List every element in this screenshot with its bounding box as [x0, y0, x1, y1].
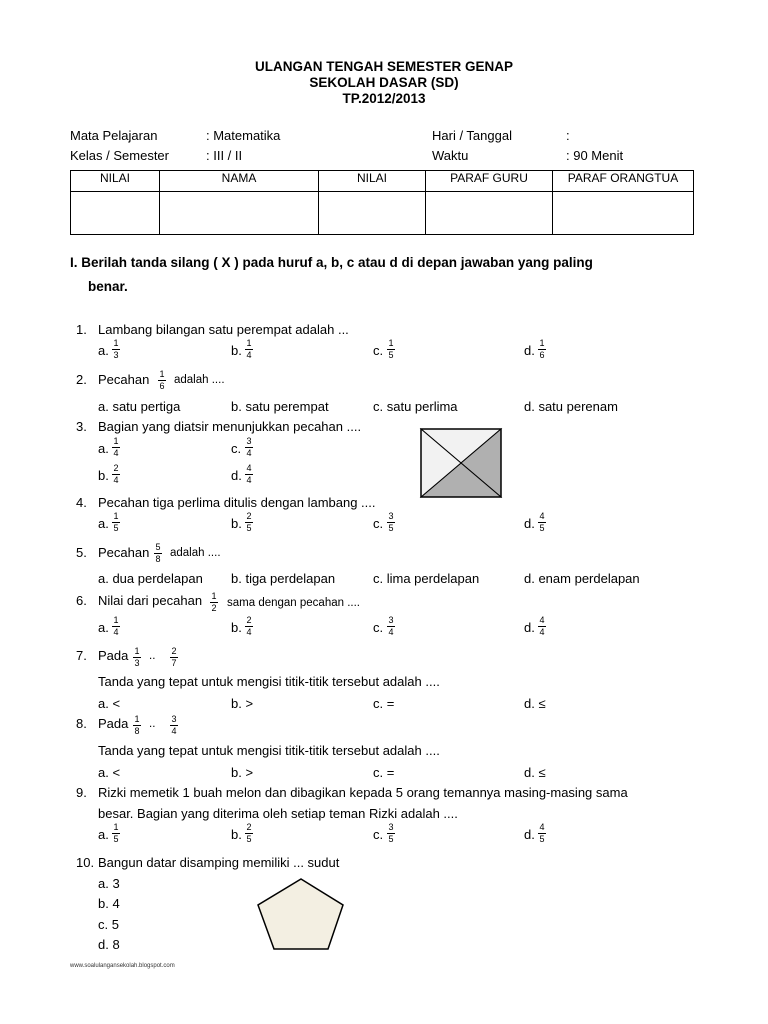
q2-option-d: d. satu perenam: [524, 399, 618, 414]
q2-text-pre: Pecahan: [98, 372, 150, 387]
q9-option-d-fraction: 4 5: [539, 822, 545, 844]
header-paraf-guru: PARAF GURU: [426, 171, 553, 192]
q1-option-d-label: d.: [524, 343, 535, 358]
q4-option-c-label: c.: [373, 516, 384, 531]
time-label: Waktu: [432, 148, 469, 163]
q6-option-c-fraction: 3 4: [388, 615, 394, 637]
q1-option-b-fraction: 1 4: [246, 338, 252, 360]
q9-text: Rizki memetik 1 buah melon dan dibagikan kepada 5 orang temannya masing-masing sama: [98, 785, 628, 800]
q5-number: 5.: [76, 545, 87, 560]
q6-option-b-fraction: 2 4: [246, 615, 252, 637]
q3-option-b-label: b.: [98, 468, 109, 483]
q9-option-c-fraction: 3 5: [388, 822, 394, 844]
q8-fraction-left: 1 8: [134, 714, 140, 736]
q3-option-c-fraction: 3 4: [246, 436, 252, 458]
q7-option-a: a. <: [98, 696, 121, 711]
q3-option-d-fraction: 4 4: [246, 463, 252, 485]
q4-option-a-fraction: 1 5: [113, 511, 119, 533]
q7-fraction-right: 2 7: [171, 646, 177, 668]
q10-option-c: c. 5: [98, 917, 119, 932]
q4-option-b-fraction: 2 5: [246, 511, 252, 533]
q5-option-a: a. dua perdelapan: [98, 571, 203, 586]
q4-text: Pecahan tiga perlima ditulis dengan lambang ....: [98, 495, 376, 510]
day-value: :: [566, 128, 570, 143]
section-instruction-cont: benar.: [88, 279, 128, 294]
q8-fraction-right: 3 4: [171, 714, 177, 736]
q1-text: Lambang bilangan satu perempat adalah ...: [98, 322, 349, 337]
q9-option-b-fraction: 2 5: [246, 822, 252, 844]
q5-option-c: c. lima perdelapan: [373, 571, 480, 586]
q4-number: 4.: [76, 495, 87, 510]
q1-option-b-label: b.: [231, 343, 242, 358]
q9-option-c-label: c.: [373, 827, 384, 842]
shaded-square-figure: [418, 426, 504, 500]
q8-text: Tanda yang tepat untuk mengisi titik-titik tersebut adalah ....: [98, 743, 440, 758]
q6-option-d-fraction: 4 4: [539, 615, 545, 637]
q10-text: Bangun datar disamping memiliki ... sudut: [98, 855, 340, 870]
q10-number: 10.: [76, 855, 95, 870]
q6-text-pre: Nilai dari pecahan: [98, 593, 203, 608]
q3-number: 3.: [76, 419, 87, 434]
q7-fraction-left: 1 3: [134, 646, 140, 668]
q6-text-post: sama dengan pecahan ....: [227, 597, 360, 609]
school-year: TP.2012/2013: [342, 91, 426, 106]
q2-option-c: c. satu perlima: [373, 399, 458, 414]
header-paraf-orangtua: PARAF ORANGTUA: [553, 171, 694, 192]
class-label: Kelas / Semester: [70, 148, 169, 163]
q1-option-a-label: a.: [98, 343, 109, 358]
school-level: SEKOLAH DASAR (SD): [309, 75, 459, 90]
q1-option-c-fraction: 1 5: [388, 338, 394, 360]
q3-option-a-fraction: 1 4: [113, 436, 119, 458]
q7-text: Tanda yang tepat untuk mengisi titik-titik tersebut adalah ....: [98, 674, 440, 689]
q6-option-c-label: c.: [373, 620, 384, 635]
q8-option-d: d. ≤: [524, 765, 546, 780]
section-instruction: I. Berilah tanda silang ( X ) pada huruf a, b, c atau d di depan jawaban yang paling: [70, 255, 593, 270]
q9-option-d-label: d.: [524, 827, 535, 842]
q8-option-c: c. =: [373, 765, 395, 780]
grade-table: [70, 170, 694, 235]
q7-dots: ..: [149, 650, 156, 662]
q6-option-a-label: a.: [98, 620, 109, 635]
q4-option-c-fraction: 3 5: [388, 511, 394, 533]
q5-fraction: 5 8: [155, 542, 161, 564]
q2-fraction: 1 6: [159, 369, 165, 391]
q10-option-a: a. 3: [98, 876, 120, 891]
header-nilai-2: NILAI: [319, 171, 426, 192]
q1-option-c-label: c.: [373, 343, 384, 358]
q5-option-d: d. enam perdelapan: [524, 571, 640, 586]
q6-option-a-fraction: 1 4: [113, 615, 119, 637]
header-nilai: NILAI: [71, 171, 160, 192]
subject-label: Mata Pelajaran: [70, 128, 158, 143]
q4-option-b-label: b.: [231, 516, 242, 531]
q4-option-d-label: d.: [524, 516, 535, 531]
pentagon-figure: [256, 877, 346, 951]
q6-option-b-label: b.: [231, 620, 242, 635]
q10-option-b: b. 4: [98, 896, 120, 911]
q5-option-b: b. tiga perdelapan: [231, 571, 336, 586]
nama-cell[interactable]: [160, 192, 319, 235]
q7-option-c: c. =: [373, 696, 395, 711]
time-value: : 90 Menit: [566, 148, 624, 163]
q9-option-b-label: b.: [231, 827, 242, 842]
q2-number: 2.: [76, 372, 87, 387]
q6-option-d-label: d.: [524, 620, 535, 635]
day-label: Hari / Tanggal: [432, 128, 512, 143]
q8-option-b: b. >: [231, 765, 254, 780]
q3-option-c-label: c.: [231, 441, 242, 456]
q5-text-pre: Pecahan: [98, 545, 150, 560]
q9-text-cont: besar. Bagian yang diterima oleh setiap teman Rizki adalah ....: [98, 806, 458, 821]
q7-option-d: d. ≤: [524, 696, 546, 711]
exam-title: ULANGAN TENGAH SEMESTER GENAP: [254, 59, 514, 74]
q9-option-a-fraction: 1 5: [113, 822, 119, 844]
q10-option-d: d. 8: [98, 937, 120, 952]
q8-option-a: a. <: [98, 765, 121, 780]
q2-option-b: b. satu perempat: [231, 399, 329, 414]
q7-option-b: b. >: [231, 696, 254, 711]
q8-text-pre: Pada: [98, 716, 129, 731]
nilai-cell[interactable]: [71, 192, 160, 235]
class-value: : III / II: [206, 148, 243, 163]
q8-number: 8.: [76, 716, 87, 731]
paraf-orangtua-cell[interactable]: [553, 192, 694, 235]
footer-url: www.soalulangansekolah.blogspot.com: [70, 963, 175, 969]
q4-option-d-fraction: 4 5: [539, 511, 545, 533]
q6-number: 6.: [76, 593, 87, 608]
q3-text: Bagian yang diatsir menunjukkan pecahan ....: [98, 419, 362, 434]
q6-fraction: 1 2: [211, 591, 217, 613]
header-nama: NAMA: [160, 171, 319, 192]
nilai-cell-2[interactable]: [319, 192, 426, 235]
q7-number: 7.: [76, 648, 87, 663]
q8-dots: ..: [149, 718, 156, 730]
q3-option-a-label: a.: [98, 441, 109, 456]
q2-option-a: a. satu pertiga: [98, 399, 181, 414]
q1-number: 1.: [76, 322, 87, 337]
q9-number: 9.: [76, 785, 87, 800]
q3-option-b-fraction: 2 4: [113, 463, 119, 485]
paraf-guru-cell[interactable]: [426, 192, 553, 235]
subject-value: : Matematika: [206, 128, 281, 143]
q3-option-d-label: d.: [231, 468, 242, 483]
q5-text-post: adalah ....: [170, 547, 221, 559]
q2-text-post: adalah ....: [174, 374, 225, 386]
q7-text-pre: Pada: [98, 648, 129, 663]
q4-option-a-label: a.: [98, 516, 109, 531]
q1-option-d-fraction: 1 6: [539, 338, 545, 360]
q9-option-a-label: a.: [98, 827, 109, 842]
q1-option-a-fraction: 1 3: [113, 338, 119, 360]
